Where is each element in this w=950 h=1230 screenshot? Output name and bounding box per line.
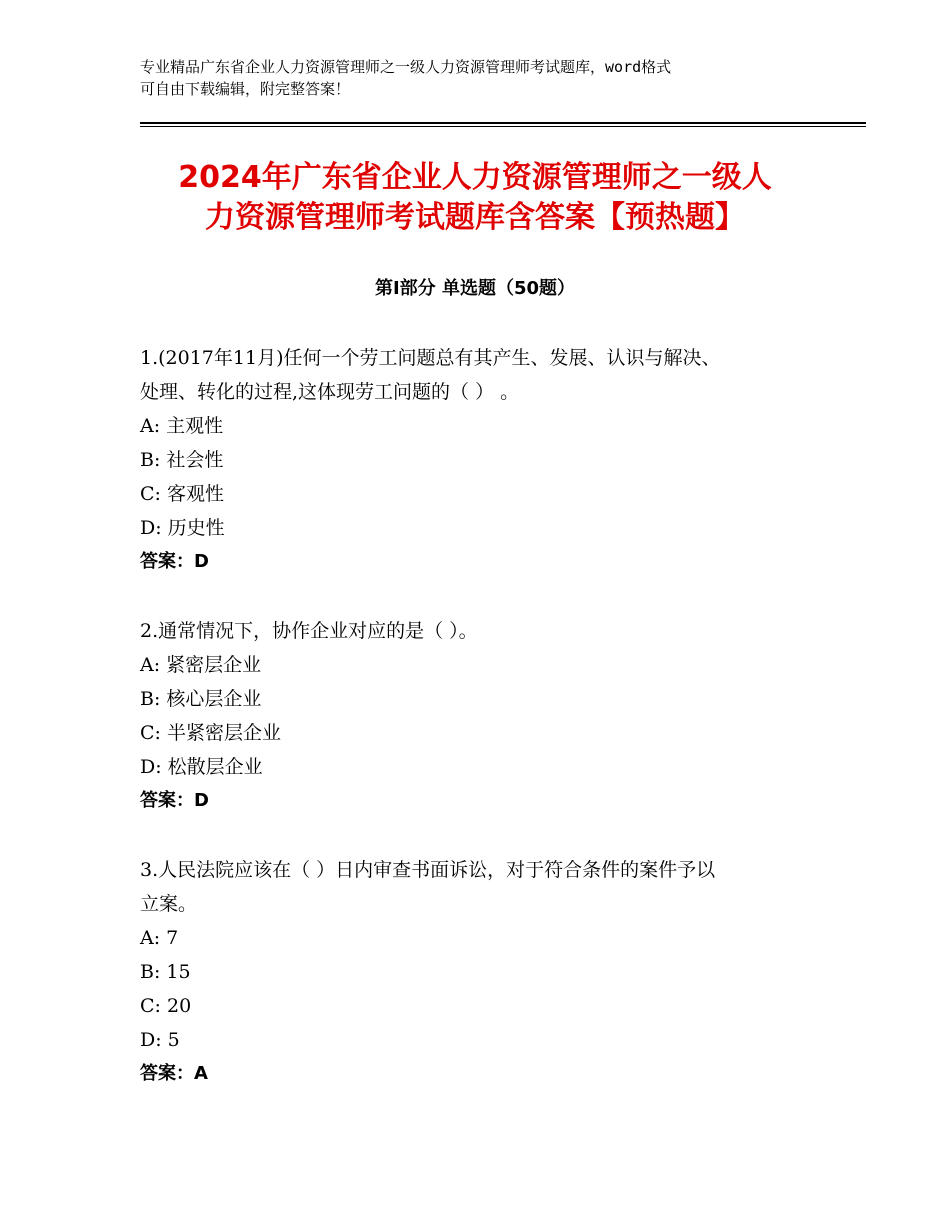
- option-d: D: 历史性: [140, 517, 225, 539]
- question-stem: [140, 341, 820, 409]
- question-stem: [140, 614, 820, 648]
- option-c: C: 客观性: [140, 483, 224, 505]
- question-stem-line: 处理、转化的过程,这体现劳工问题的（ ） 。: [140, 381, 520, 403]
- question-block: [140, 853, 820, 1091]
- header-rule: [140, 122, 866, 124]
- question-stem-line: 3.人民法院应该在（ ）日内审查书面诉讼，对于符合条件的案件予以: [140, 859, 716, 881]
- section-heading: 第Ⅰ部分 单选题（50题）: [374, 278, 575, 299]
- header-note: [140, 56, 820, 100]
- header-rule-thin: [140, 126, 866, 127]
- option-a: A: 主观性: [140, 415, 224, 437]
- question-stem-line: 2.通常情况下，协作企业对应的是（ ）。: [140, 620, 478, 642]
- option-c: C: 半紧密层企业: [140, 722, 281, 744]
- option-d: D: 5: [140, 1029, 180, 1051]
- question-stem-line: 1.(2017年11月)任何一个劳工问题总有其产生、发展、认识与解决、: [140, 347, 721, 369]
- document-title: [120, 158, 830, 238]
- title-line: 力资源管理师考试题库含答案【预热题】: [205, 200, 745, 235]
- header-note-line: 专业精品广东省企业人力资源管理师之一级人力资源管理师考试题库，word格式: [140, 58, 672, 76]
- question-stem-line: 立案。: [140, 893, 198, 915]
- question-stem: [140, 853, 820, 921]
- option-b: B: 社会性: [140, 449, 224, 471]
- answer-line: 答案：D: [140, 551, 209, 572]
- option-a: A: 紧密层企业: [140, 654, 262, 676]
- option-b: B: 核心层企业: [140, 688, 262, 710]
- option-c: C: 20: [140, 995, 192, 1017]
- option-b: B: 15: [140, 961, 191, 983]
- answer-line: 答案：D: [140, 790, 209, 811]
- option-a: A: 7: [140, 927, 179, 949]
- title-line: 2024年广东省企业人力资源管理师之一级人: [178, 160, 772, 195]
- question-block: [140, 614, 820, 818]
- question-block: [140, 341, 820, 579]
- answer-line: 答案：A: [140, 1063, 208, 1084]
- header-note-line: 可自由下载编辑，附完整答案！: [140, 80, 351, 98]
- option-d: D: 松散层企业: [140, 756, 263, 778]
